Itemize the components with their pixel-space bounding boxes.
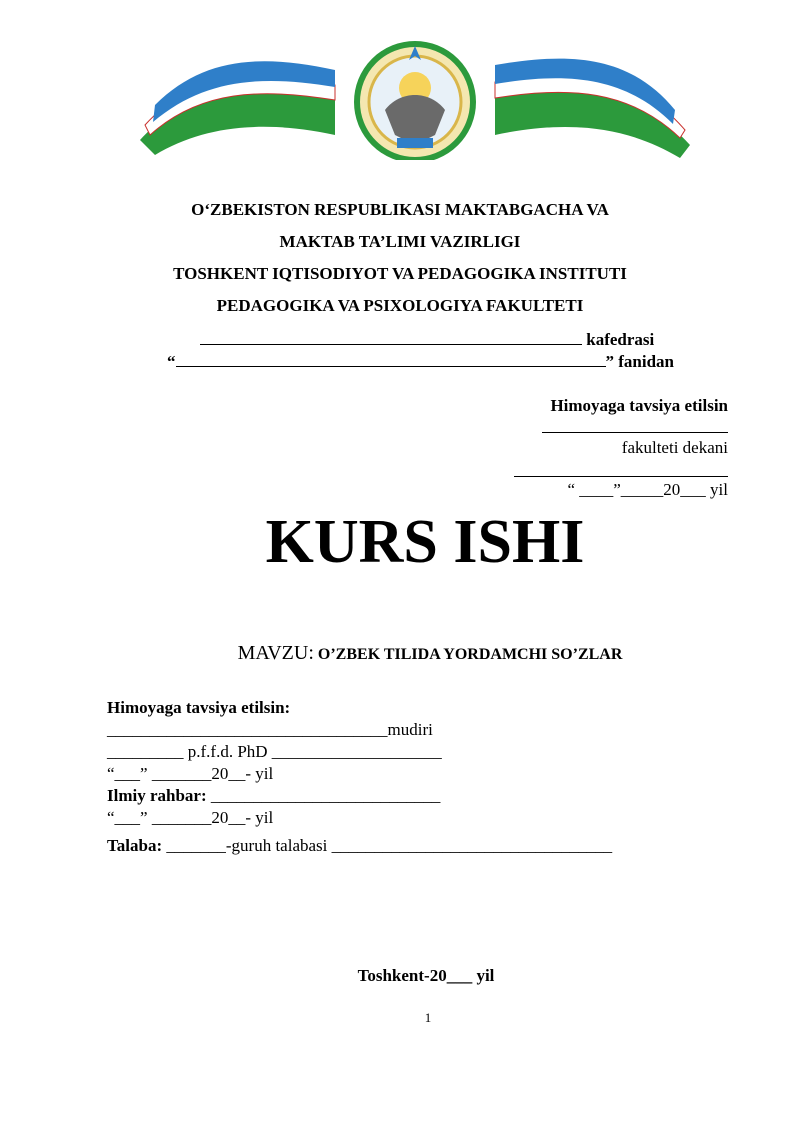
ministry-line-1: O‘ZBEKISTON RESPUBLIKASI MAKTABGACHA VA bbox=[191, 200, 609, 219]
institute-name: TOSHKENT IQTISODIYOT VA PEDAGOGIKA INSTITUTI bbox=[173, 264, 627, 283]
student-blank: _______-guruh talabasi _________________________________ bbox=[162, 836, 613, 855]
fan-open-quote: “ bbox=[167, 352, 176, 371]
supervisor-line bbox=[107, 786, 440, 806]
topic-line bbox=[0, 642, 800, 665]
approval-top-date: “ ____”_____20___ yil bbox=[567, 480, 728, 499]
city-year: Toshkent-20___ yil bbox=[357, 966, 495, 985]
fan-label: ” fanidan bbox=[605, 352, 674, 371]
fan-blank bbox=[176, 352, 606, 367]
supervisor-label: Ilmiy rahbar: bbox=[107, 786, 207, 805]
student-line bbox=[107, 836, 612, 856]
dean-label: fakulteti dekani bbox=[621, 438, 728, 457]
document-title: KURS ISHI bbox=[265, 508, 585, 576]
ministry-line-2: MAKTAB TA’LIMI VAZIRLIGI bbox=[279, 232, 521, 251]
fan-line bbox=[167, 352, 674, 372]
degree-line: _________ p.f.f.d. PhD ____________________ bbox=[107, 742, 442, 761]
student-label: Talaba: bbox=[107, 836, 163, 855]
uzbekistan-flag-emblem-icon bbox=[135, 40, 695, 160]
approval-bottom-title: Himoyaga tavsiya etilsin: bbox=[107, 698, 291, 717]
dean-signature-line bbox=[514, 476, 728, 477]
approval-top-signature-line bbox=[542, 432, 728, 433]
supervisor-blank: ___________________________ bbox=[206, 786, 441, 805]
topic-label: MAVZU: bbox=[237, 642, 314, 664]
kafedra-blank bbox=[200, 330, 582, 345]
kafedra-line bbox=[200, 330, 654, 350]
mudiri-line: _________________________________mudiri bbox=[107, 720, 433, 739]
approval-date-1: “___” _______20__- yil bbox=[107, 764, 274, 783]
faculty-name: PEDAGOGIKA VA PSIXOLOGIYA FAKULTETI bbox=[216, 296, 584, 315]
approval-date-2: “___” _______20__- yil bbox=[107, 808, 274, 827]
topic-text: O’ZBEK TILIDA YORDAMCHI SO’ZLAR bbox=[317, 646, 623, 663]
state-emblem-banner bbox=[135, 40, 695, 160]
page-number: 1 bbox=[424, 1010, 432, 1025]
approval-top-title: Himoyaga tavsiya etilsin bbox=[550, 396, 728, 415]
kafedra-label: kafedrasi bbox=[586, 330, 655, 349]
